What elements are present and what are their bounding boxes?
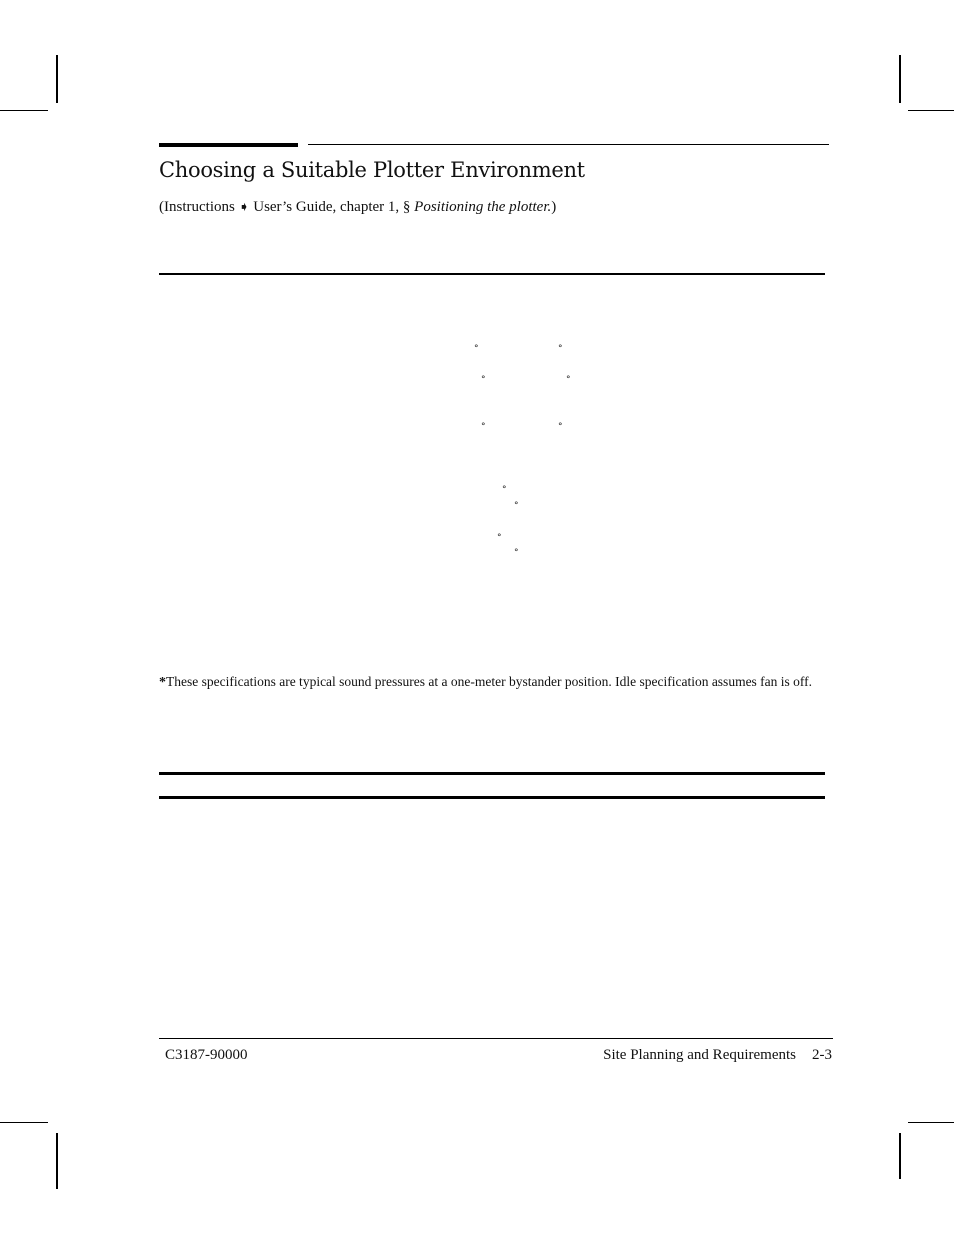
degree-mark: ° bbox=[474, 344, 479, 354]
footnote bbox=[159, 673, 825, 691]
heading-rule-thin bbox=[308, 144, 829, 145]
degree-mark: ° bbox=[558, 422, 563, 432]
doc-number: C3187-90000 bbox=[165, 1047, 248, 1063]
crop-mark bbox=[908, 110, 954, 111]
crop-mark bbox=[56, 55, 58, 103]
degree-mark: ° bbox=[481, 375, 486, 385]
degree-mark: ° bbox=[497, 533, 502, 543]
degree-mark: ° bbox=[481, 422, 486, 432]
cross-reference bbox=[159, 199, 556, 216]
degree-mark: ° bbox=[502, 485, 507, 495]
crop-mark bbox=[0, 110, 48, 111]
crop-mark bbox=[908, 1122, 954, 1123]
footnote-text: These specifications are typical sound pressures at a one-meter bystander position. Idle specification assumes fan is off. bbox=[166, 674, 813, 689]
ref-prefix: (Instructions bbox=[159, 199, 235, 215]
ref-text: User’s Guide, chapter 1, § bbox=[253, 199, 411, 215]
ref-close: ) bbox=[551, 199, 557, 215]
crop-mark bbox=[56, 1133, 58, 1189]
section-title: Site Planning and Requirements bbox=[603, 1047, 796, 1063]
footer-section bbox=[603, 1047, 832, 1064]
degree-mark: ° bbox=[558, 344, 563, 354]
ref-italic: Positioning the plotter. bbox=[414, 199, 552, 215]
degree-mark: ° bbox=[514, 501, 519, 511]
crop-mark bbox=[899, 55, 901, 103]
section-rule-lower bbox=[159, 796, 825, 799]
heading-rule-thick bbox=[159, 143, 298, 147]
section-rule-upper bbox=[159, 772, 825, 775]
crop-mark bbox=[0, 1122, 48, 1123]
footnote-star: * bbox=[159, 675, 166, 690]
page-title: Choosing a Suitable Plotter Environment bbox=[159, 158, 585, 182]
page-number: 2-3 bbox=[812, 1047, 832, 1063]
degree-mark: ° bbox=[566, 375, 571, 385]
table-top-rule bbox=[159, 273, 825, 275]
footer-rule bbox=[159, 1038, 833, 1039]
crop-mark bbox=[899, 1133, 901, 1179]
arrow-icon: ➧ bbox=[238, 199, 250, 214]
degree-mark: ° bbox=[514, 548, 519, 558]
